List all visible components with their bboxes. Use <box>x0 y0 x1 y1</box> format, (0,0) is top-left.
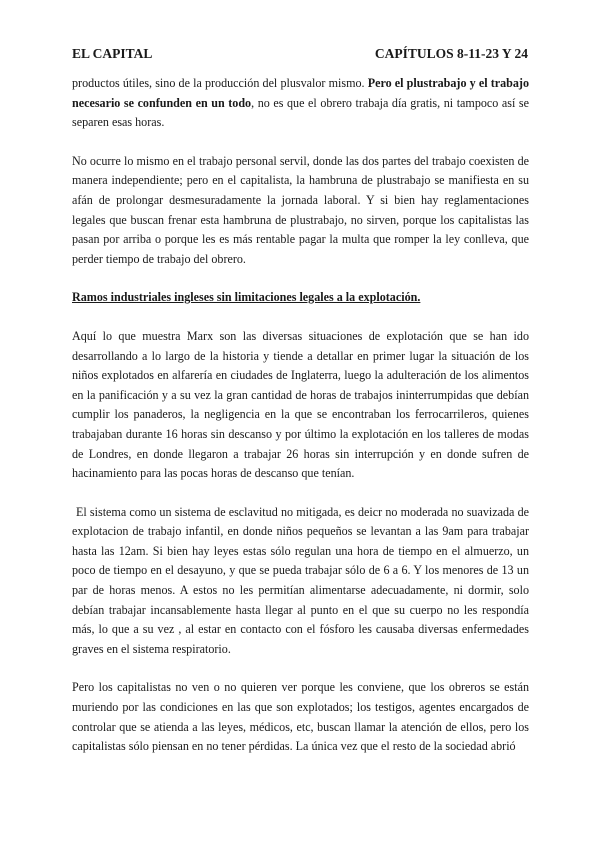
header-title: EL CAPITAL <box>72 46 153 61</box>
paragraph-1-start: productos útiles, sino de la producción del plusvalor mismo. <box>72 76 368 90</box>
paragraph-1 <box>72 74 529 133</box>
paragraph-3: Aquí lo que muestra Marx son las diversas situaciones de explotación que se han ido desarrollando a lo largo de la historia y tiende a detallar en primer lugar la situación de los niños explotados en alfarería en ciudades de Inglaterra, luego la adulteración de los alimentos en la panificación y a su vez la gran cantidad de horas de trabajos ininterrumpidas que debían cumplir los panaderos, la negligencia en la que se encontraban los ferrocarrileros, quienes trabajaban durante 16 horas sin descanso y por último la explotación en los talleres de modas de Londres, en donde llegaron a trabajar 26 horas sin interrupción y en donde sufren de hacinamiento para las pocas horas de descanso que tenían. <box>72 328 529 481</box>
header-chapters: CAPÍTULOS 8-11-23 Y 24 <box>374 46 528 61</box>
page-header <box>72 46 528 66</box>
paragraph-4: El sistema como un sistema de esclavitud no mitigada, es deicr no moderada no suavizada de explotacion de trabajo infantil, en donde niños pequeños se levantan a las 9am para trabajar hasta las 12am. Si bien hay leyes estas sólo regulan una hora de tiempo en el almuerzo, un poco de tiempo en el desayuno, y que se pueda trabajar sólo de 6 a 6. Y los menores de 13 un par de horas menos. A estos no les permitían alimentarse adecuadamente, ni dormir, solo debían trabajar incansablemente hasta llegar al punto en el que su cuerpo no les respondía más, lo que a su vez , al estar en contacto con el fósforo les causaba diversas enfermedades graves en el sistema respiratorio. <box>72 504 529 656</box>
paragraph-2: No ocurre lo mismo en el trabajo personal servil, donde las dos partes del trabajo coexisten de manera independiente; pero en el capitalista, la hambruna de plustrabajo se manifiesta en su afán de prolongar desmesuradamente la jornada laboral. Y si bien hay reglamentaciones legales que buscan frenar esta hambruna de plustrabajo, no sirven, porque los capitalistas las pasan por arriba o porque les es más rentable pagar la multa que romper la ley conlleva, que perder tiempo de trabajo del obrero. <box>72 153 529 266</box>
paragraph-5: Pero los capitalistas no ven o no quieren ver porque les conviene, que los obreros se están muriendo por las condiciones en las que son explotados; los testigos, agentes encargados de controlar que se atienda a las leyes, médicos, etc, buscan llamar la atención de ellos, pero los capitalistas sólo piensan en no tener pérdidas. La única vez que el resto de la sociedad abrió <box>72 680 529 754</box>
section-heading: Ramos industriales ingleses sin limitaciones legales a la explotación. <box>72 290 421 305</box>
paragraph-1-bold: Pero el plustrabajo y el trabajo necesario se confunden en un todo <box>72 76 529 110</box>
paragraph-1-end: , no es que el obrero trabaja día gratis, ni tampoco así se separen esas horas. <box>72 95 529 130</box>
document-body <box>72 74 529 757</box>
